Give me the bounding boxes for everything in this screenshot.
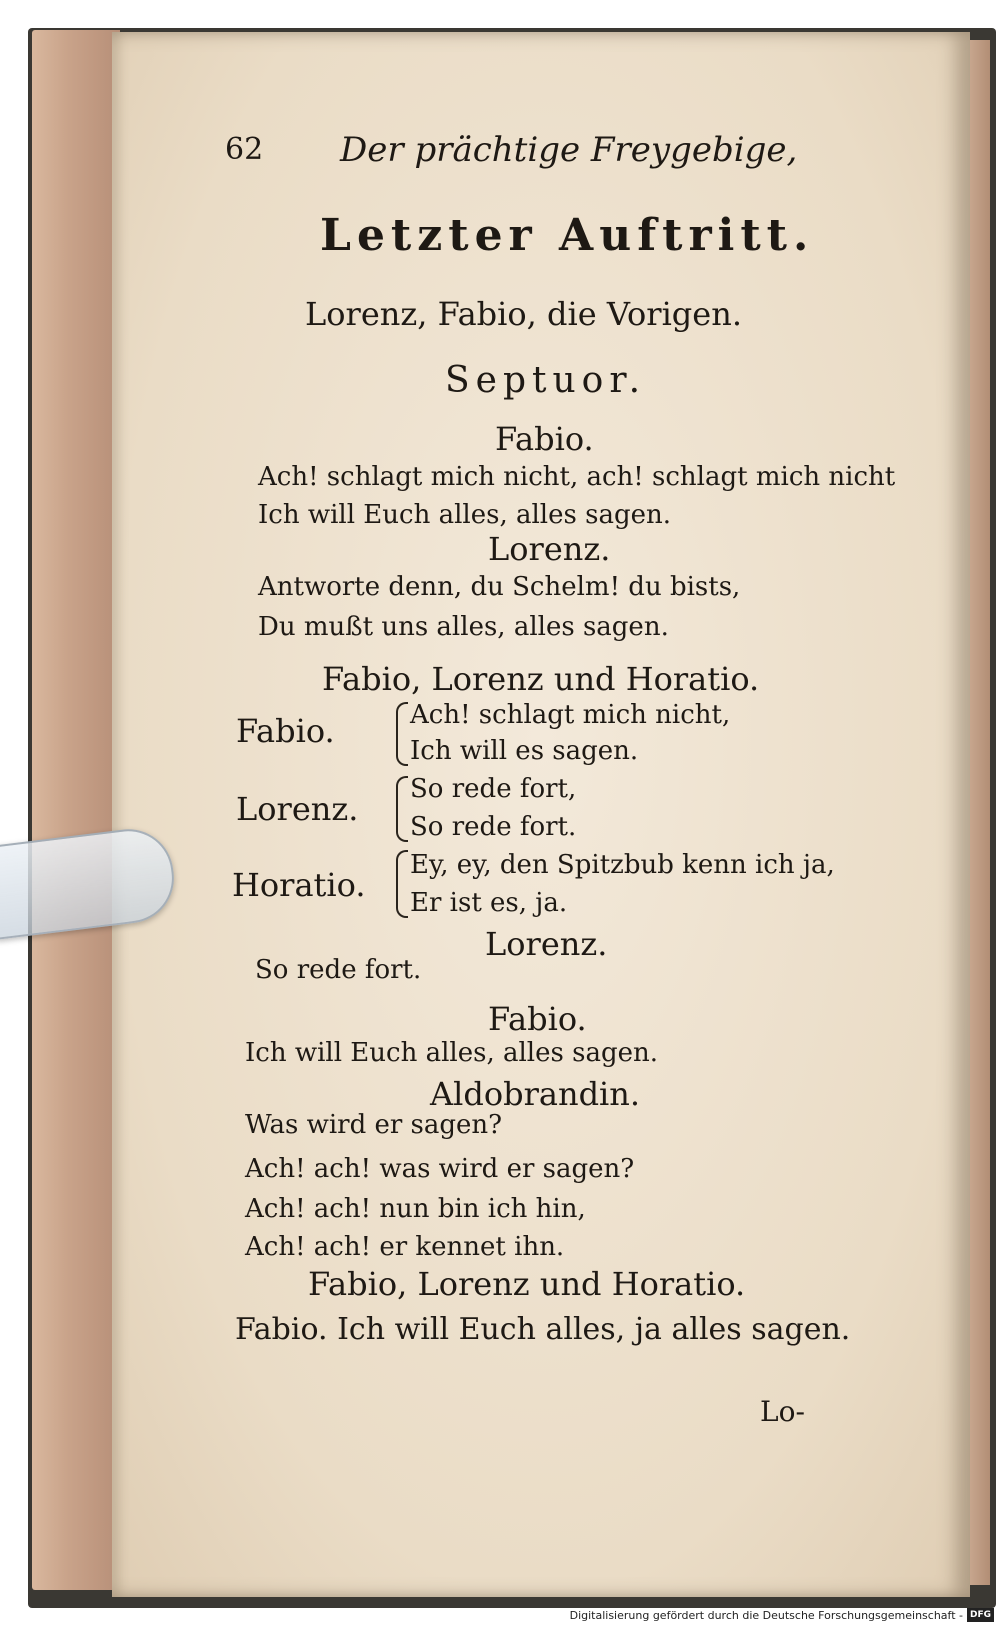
verse-line: Ey, ey, den Spitzbub kenn ich ja,: [410, 850, 835, 880]
catchword: Lo-: [760, 1395, 805, 1428]
page-edges: [32, 30, 120, 1590]
footer-credit: Digitalisierung gefördert durch die Deutsche Forschungsgemeinschaft -: [569, 1608, 963, 1622]
brace: [396, 776, 408, 842]
act-title: Letzter Auftritt.: [320, 210, 815, 261]
dfg-logo-icon: DFG: [967, 1608, 994, 1622]
verse-line: Ach! schlagt mich nicht, ach! schlagt mich nicht: [258, 462, 896, 492]
final-line: Fabio. Ich will Euch alles, ja alles sagen.: [235, 1312, 851, 1347]
speaker-name: Aldobrandin.: [430, 1075, 641, 1113]
speaker-name: Lorenz.: [236, 790, 359, 828]
verse-line: So rede fort,: [410, 774, 577, 804]
verse-line: Ach! ach! er kennet ihn.: [245, 1232, 565, 1262]
verse-line: Ach! ach! nun bin ich hin,: [245, 1194, 586, 1224]
footer: [560, 1604, 1000, 1626]
trio-heading: Fabio, Lorenz und Horatio.: [322, 660, 760, 698]
speaker-name: Fabio.: [488, 1000, 587, 1038]
speaker-name: Lorenz.: [485, 925, 608, 963]
verse-line: Was wird er sagen?: [245, 1110, 503, 1140]
running-header: Der prächtige Freygebige,: [340, 130, 798, 170]
brace: [396, 702, 408, 766]
brace: [396, 850, 408, 918]
speaker-name: Fabio.: [495, 420, 594, 458]
verse-line: Ach! schlagt mich nicht,: [410, 700, 731, 730]
page-number: 62: [225, 132, 264, 167]
verse-line: Ach! ach! was wird er sagen?: [245, 1154, 635, 1184]
final-heading: Fabio, Lorenz und Horatio.: [308, 1265, 746, 1303]
verse-line: So rede fort.: [255, 955, 422, 985]
speaker-name: Horatio.: [232, 866, 366, 904]
verse-line: Du mußt uns alles, alles sagen.: [258, 612, 669, 642]
verse-line: Er ist es, ja.: [410, 888, 568, 918]
verse-line: So rede fort.: [410, 812, 577, 842]
right-page-edge: [968, 40, 990, 1585]
verse-line: Ich will es sagen.: [410, 736, 639, 766]
speaker-name: Fabio.: [236, 712, 335, 750]
verse-line: Antworte denn, du Schelm! du bists,: [258, 572, 741, 602]
verse-line: Ich will Euch alles, alles sagen.: [245, 1038, 659, 1068]
section-title: Septuor.: [445, 360, 647, 401]
cast-list: Lorenz, Fabio, die Vorigen.: [305, 295, 742, 333]
verse-line: Ich will Euch alles, alles sagen.: [258, 500, 672, 530]
speaker-name: Lorenz.: [488, 530, 611, 568]
